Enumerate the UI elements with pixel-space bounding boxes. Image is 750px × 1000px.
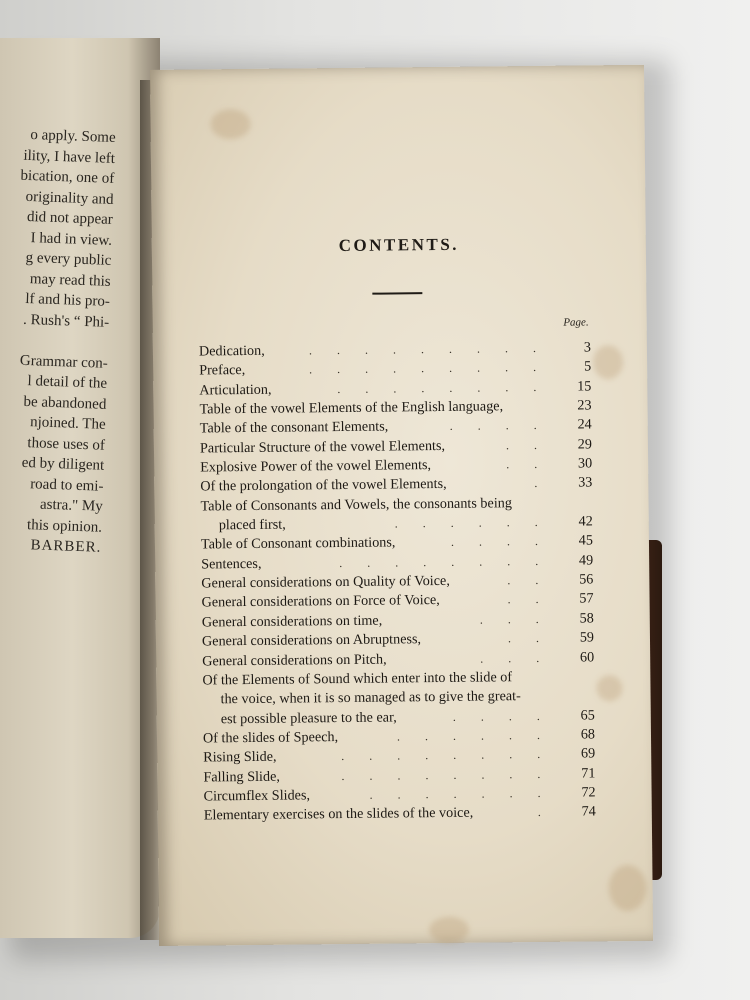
left-page-line: this opinion. — [26, 516, 103, 536]
page-column-label: Page. — [563, 316, 589, 329]
left-page-line: may read this — [29, 270, 111, 290]
leader-dots: . . . . . . . . — [337, 379, 548, 396]
leader-dots: . . . . . . . . — [341, 747, 552, 764]
leader-dots: . . . . . . . . — [341, 766, 552, 783]
entry-title-text: General considerations on Force of Voice, — [201, 592, 440, 611]
entry-title-text: General considerations on time, — [201, 612, 383, 631]
leader-dots: . — [537, 805, 552, 820]
left-page-line: . Rush's “ Phi- — [22, 311, 110, 331]
left-page-line: njoined. The — [29, 414, 106, 433]
entry-title-text: Table of Consonant combinations, — [200, 534, 396, 553]
entry-title-text: Dedication, — [198, 342, 265, 360]
contents-entry — [200, 493, 592, 536]
entry-title-continuation: placed first, — [218, 516, 286, 534]
leader-dots: . — [534, 476, 549, 491]
entry-page-number: 74 — [581, 803, 596, 820]
entry-page-number: 68 — [580, 726, 596, 743]
entry-title-text: Table of Consonants and Vowels, the consonants being — [200, 494, 512, 515]
entry-page-number: 5 — [583, 358, 592, 375]
entry-page-number: 49 — [578, 552, 594, 569]
entry-title-text: Particular Structure of the vowel Elements, — [199, 437, 446, 457]
entry-page-number: 3 — [583, 339, 592, 356]
entry-title-continuation: est possible pleasure to the ear, — [220, 708, 397, 727]
leader-dots: . . . . . . . — [369, 785, 552, 802]
foxing-stain — [210, 109, 250, 139]
entry-title-text: Articulation, — [199, 381, 272, 399]
entry-title-text: General considerations on Pitch, — [202, 651, 387, 669]
contents-entry — [204, 803, 596, 826]
left-page — [0, 38, 160, 938]
entry-page-number: 45 — [578, 532, 594, 549]
entry-page-number: 71 — [581, 764, 596, 782]
entry-page-number: 72 — [581, 784, 596, 801]
entry-page-number: 42 — [578, 513, 593, 530]
left-page-line: did not appear — [26, 208, 114, 228]
entry-title-text: Sentences, — [201, 555, 262, 573]
entry-title-text: Of the prolongation of the vowel Elements, — [200, 476, 447, 495]
leader-dots: . . . . . . . . . — [308, 340, 548, 358]
left-page-line: bication, one of — [20, 167, 115, 187]
entry-page-number: 69 — [580, 745, 596, 762]
entry-title-text: Of the Elements of Sound which enter into the slide of — [202, 669, 513, 689]
left-page-line: g every public — [25, 249, 112, 269]
entry-page-number: 29 — [577, 436, 593, 453]
entry-title-text: Rising Slide, — [203, 748, 277, 766]
entry-title-text: Table of the vowel Elements of the English language, — [199, 398, 504, 418]
leader-dots: . . — [507, 592, 550, 607]
left-page-line: ed by diligent — [21, 454, 105, 474]
left-page-line: originality and — [25, 188, 114, 208]
entry-page-number: 59 — [579, 629, 595, 646]
left-page-text — [0, 123, 116, 558]
leader-dots: . . . — [480, 650, 551, 666]
leader-dots: . . — [506, 456, 549, 472]
leader-dots: . . . — [479, 611, 550, 627]
left-page-line: be abandoned — [23, 393, 107, 413]
leader-dots: . . . . — [452, 708, 551, 724]
contents-title: CONTENTS. — [338, 234, 460, 256]
left-page-line: ility, I have left — [23, 147, 116, 167]
left-page-line: astra." My — [39, 496, 104, 515]
entry-page-number: 60 — [579, 648, 595, 666]
entry-title-text: General considerations on Quality of Voice, — [201, 573, 450, 592]
left-page-line: I had in view. — [30, 229, 113, 249]
entry-page-number: 24 — [577, 416, 592, 433]
entry-page-number: 58 — [579, 610, 594, 627]
entry-page-number: 23 — [577, 397, 592, 414]
left-page-line: those uses of — [27, 434, 106, 454]
left-page-line: Grammar con- — [19, 352, 109, 372]
entry-page-number: 57 — [579, 590, 594, 608]
entry-title-text: General considerations on Abruptness, — [201, 631, 422, 650]
leader-dots: . . . . — [449, 418, 548, 434]
leader-dots: . . — [505, 437, 549, 453]
foxing-stain — [596, 675, 622, 701]
entry-page-number: 33 — [578, 474, 593, 491]
leader-dots: . . — [507, 572, 550, 588]
title-rule — [372, 292, 422, 295]
contents-list — [199, 338, 596, 826]
entry-page-number: 56 — [579, 571, 594, 588]
right-page — [150, 65, 653, 946]
entry-title-text: Circumflex Slides, — [203, 787, 311, 805]
left-page-line: road to emi- — [29, 475, 104, 495]
foxing-stain — [429, 917, 469, 943]
foxing-stain — [608, 865, 646, 911]
entry-title-text: Falling Slide, — [203, 768, 280, 786]
leader-dots: . . — [507, 630, 551, 646]
contents-entry — [202, 667, 595, 729]
entry-title-continuation: the voice, when it is so managed as to give the great- — [220, 688, 521, 708]
foxing-stain — [593, 345, 623, 379]
entry-page-number: 65 — [580, 706, 595, 724]
entry-title-text: Of the slides of Speech, — [202, 728, 339, 747]
entry-page-number: 15 — [577, 378, 592, 395]
entry-title-text: Preface, — [199, 362, 246, 379]
entry-title-text: Explosive Power of the vowel Elements, — [200, 457, 432, 476]
left-page-line: o apply. Some — [30, 127, 116, 146]
left-page-line: l detail of the — [27, 373, 108, 392]
leader-dots: . . . . . . . . . — [309, 360, 548, 377]
entry-page-number: 30 — [577, 455, 593, 472]
left-page-line: lf and his pro- — [25, 290, 111, 310]
leader-dots: . . . . . . — [394, 514, 549, 531]
entry-title-text: Elementary exercises on the slides of the voice, — [203, 804, 474, 824]
leader-dots: . . . . . . . . — [339, 553, 550, 570]
leader-dots: . . . . . . — [396, 727, 552, 744]
leader-dots: . . . . — [450, 534, 550, 550]
entry-title-text: Table of the consonant Elements, — [199, 418, 389, 437]
left-page-line: BARBER. — [30, 537, 102, 556]
